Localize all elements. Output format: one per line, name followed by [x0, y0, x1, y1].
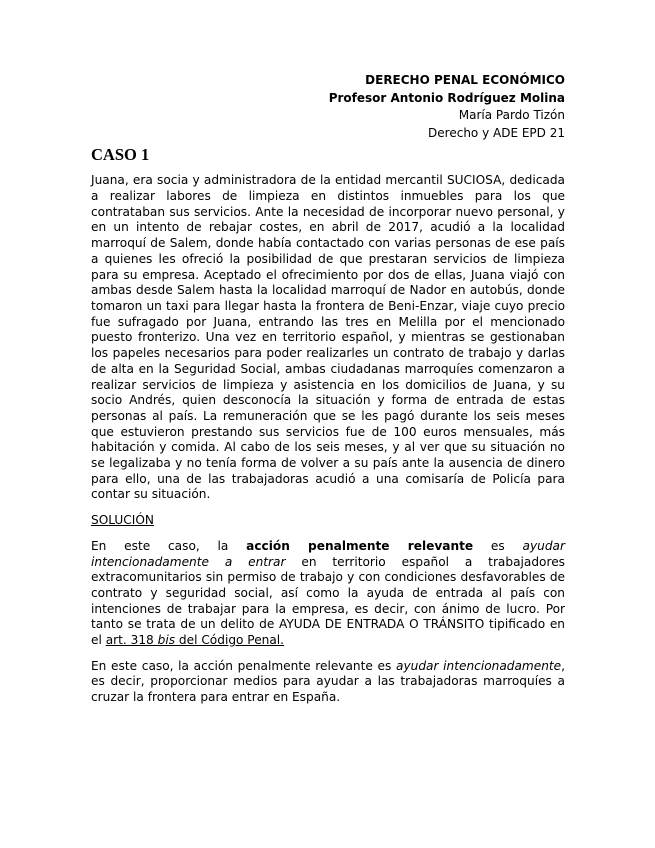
- group-name: Derecho y ADE EPD 21: [428, 125, 565, 140]
- text-span: , es decir, proporcionar medios para ayudar a las trabajadoras marroquíes a cruzar la frontera para entrar en España.: [91, 658, 565, 705]
- document-page: [91, 72, 565, 706]
- italic-phrase: ayudar intencionadamente: [396, 658, 562, 673]
- bold-phrase: acción penalmente relevante: [246, 538, 474, 553]
- code-name: del Código Penal.: [175, 633, 285, 648]
- italic-phrase: ayudar intencionadamente a entrar: [91, 538, 565, 569]
- article-number: art. 318: [105, 633, 158, 648]
- text-span: En este caso, la: [91, 538, 247, 553]
- course-title: DERECHO PENAL ECONÓMICO: [365, 73, 565, 87]
- professor-name: Profesor Antonio Rodríguez Molina: [328, 90, 565, 105]
- solution-paragraph-1: [91, 539, 565, 649]
- student-name: María Pardo Tizón: [458, 108, 565, 123]
- text-span: En este caso, la acción penalmente relevante es: [91, 658, 397, 673]
- case-statement: Juana, era socia y administradora de la entidad mercantil SUCIOSA, dedicada a realizar labores de limpieza en distintos inmuebles para los que contrataban sus servicios. Ante la necesidad de incorporar nuevo personal, y en un intento de rebajar costes, en abril de 2017, acudió a la localidad marroquí de Salem, donde había contactado con varias personas de ese país a quienes les ofreció la posibilidad de que prestaran servicios de limpieza para su empresa. Aceptado el ofrecimiento por dos de ellas, Juana viajó con ambas desde Salem hasta la localidad marroquí de Nador en autobús, donde tomaron un taxi para llegar hasta la frontera de Beni-Enzar, viaje cuyo precio fue sufragado por Juana, entrando las tres en Melilla por el mencionado puesto fronterizo. Una vez en territorio español, y mientras se gestionaban los papeles necesarios para poder realizarles un contrato de trabajo y darlas de alta en la Seguridad Social, ambas ciudadanas marroquíes comenzaron a realizar servicios de limpieza y asistencia en los domicilios de Juana, y su socio Andrés, quien desconocía la situación y forma de entrada de estas personas al país. La remuneración que se les pagó durante los seis meses que estuvieron prestando sus servicios fue de 100 euros mensuales, más habitación y comida. Al cabo de los seis meses, y al ver que su situación no se legalizaba y no tenía forma de volver a su país ante la ausencia de dinero para ello, una de las trabajadoras acudió a una comisaría de Policía para contar su situación.: [91, 173, 565, 502]
- case-title: CASO 1: [91, 145, 150, 165]
- solution-heading: SOLUCIÓN: [91, 513, 155, 528]
- solution-paragraph-2: [91, 659, 565, 706]
- legal-reference: [106, 633, 284, 647]
- document-header: [91, 72, 565, 142]
- article-bis: bis: [157, 633, 176, 648]
- text-span: es: [473, 538, 523, 553]
- text-span: en territorio español a trabajadores extracomunitarios sin permiso de trabajo y con condiciones desfavorables de contrato y seguridad social, así como la ayuda de entrada al país con intenciones de trabajar para la empresa, es decir, con ánimo de lucro. Por tanto se trata de un delito de AYUDA DE ENTRADA O TRÁNSITO tipificado en el: [91, 554, 565, 648]
